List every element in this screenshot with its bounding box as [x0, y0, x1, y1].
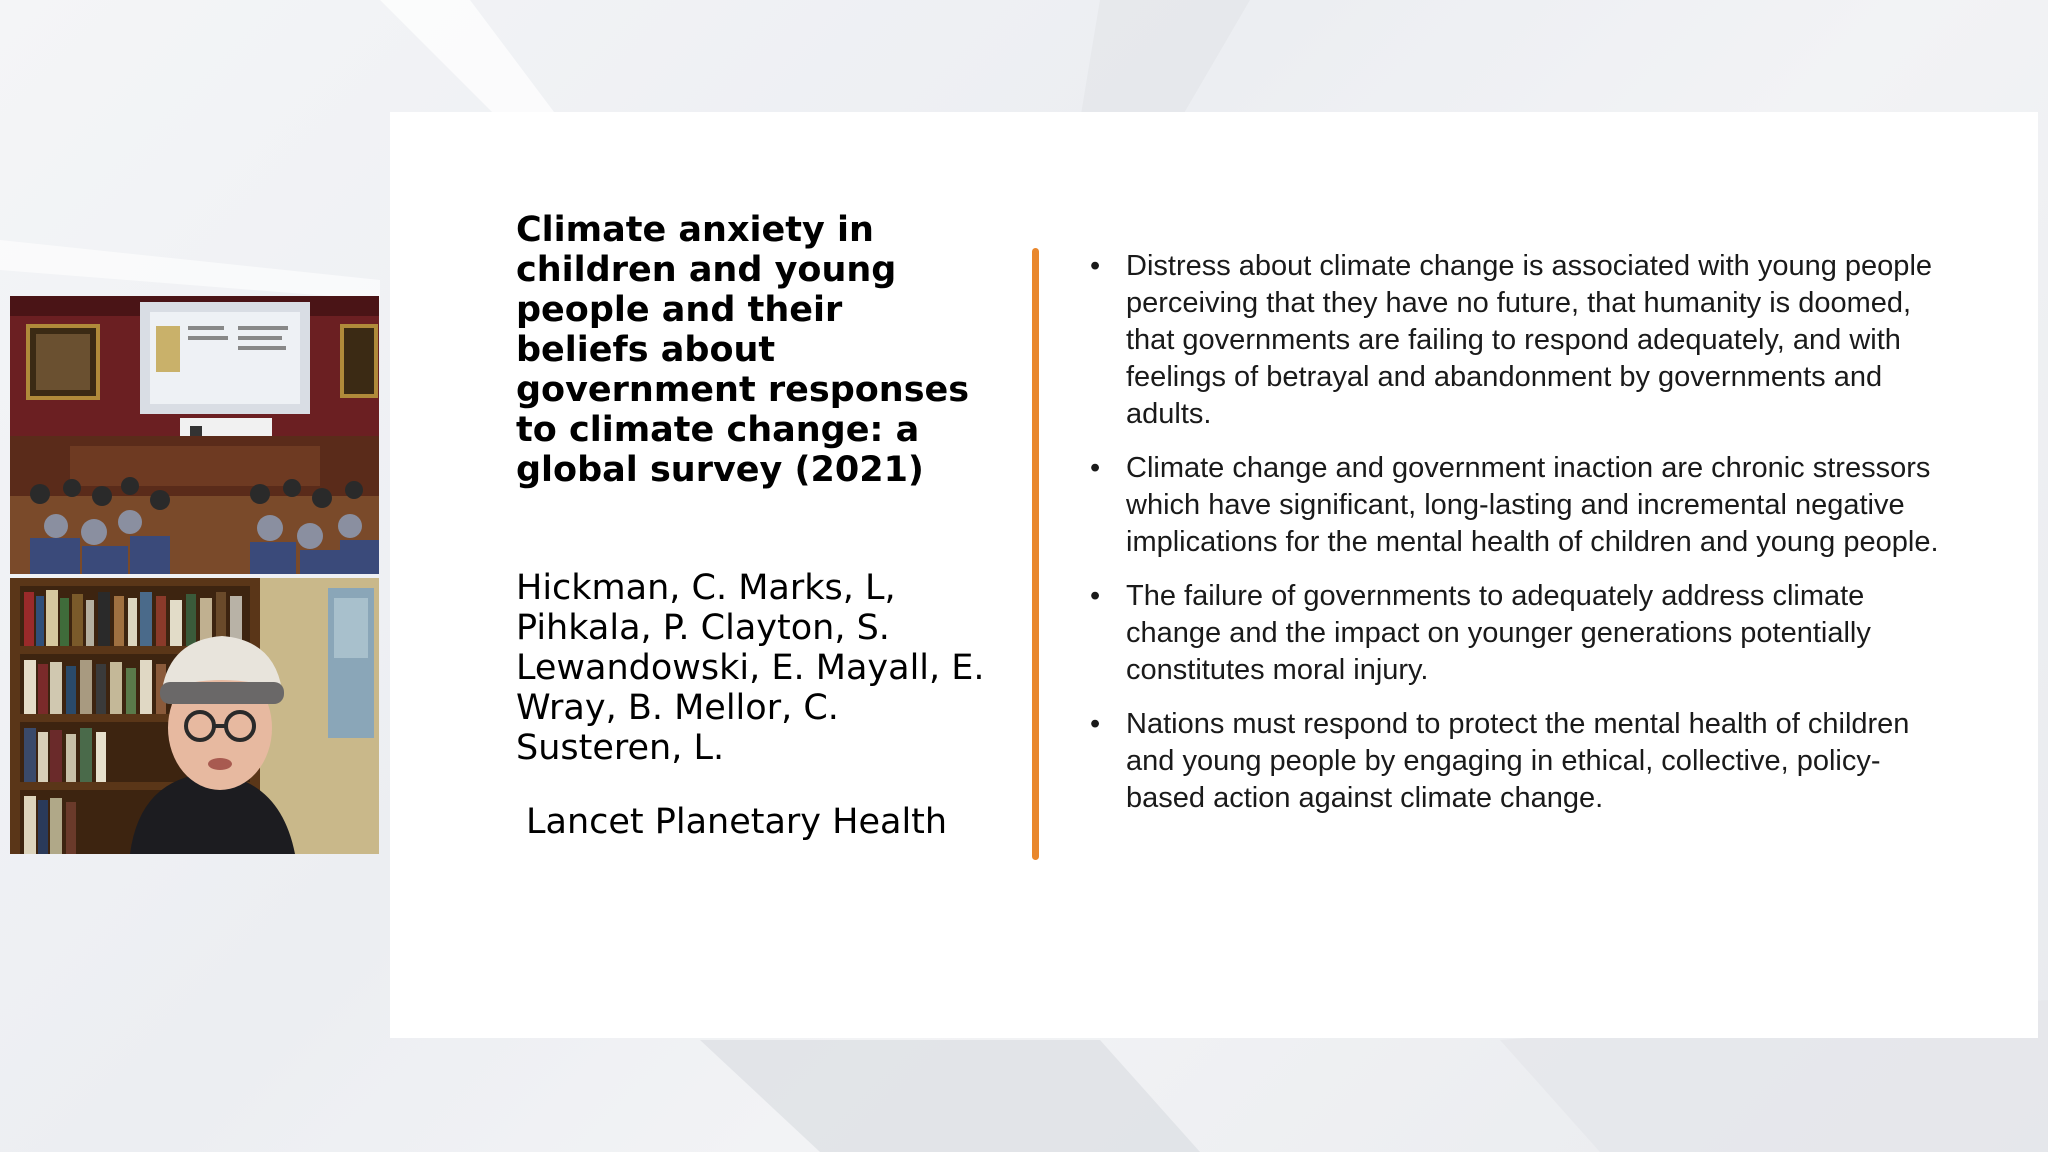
- finding-text: The failure of governments to adequately address climate change and the impact on younger generations potentially constitutes moral injury.: [1126, 580, 1871, 686]
- slide-authors: Hickman, C. Marks, L, Pihkala, P. Clayton, S. Lewandowski, E. Mayall, E. Wray, B. Mellor, C. Susteren, L.: [516, 568, 985, 768]
- vertical-divider: [1032, 248, 1039, 860]
- slide-title: Climate anxiety in children and young people and their beliefs about government responses to climate change: a global survey (2021): [516, 210, 970, 490]
- journal-name: Lancet Planetary Health: [526, 802, 948, 842]
- key-findings-list: [1090, 248, 1950, 834]
- lecture-room-video[interactable]: [10, 296, 379, 574]
- bullet-icon: •: [1090, 580, 1101, 612]
- bullet-icon: •: [1090, 250, 1101, 282]
- finding-text: Nations must respond to protect the mental health of children and young people by engaging in ethical, collective, policy-based action against climate change.: [1126, 708, 1910, 814]
- speaker-webcam-video[interactable]: [10, 578, 379, 854]
- bullet-icon: •: [1090, 708, 1101, 740]
- finding-text: Distress about climate change is associated with young people perceiving that they have no future, that humanity is doomed, that governments are failing to respond adequately, and with feelings of betrayal and abandonment by governments and adults.: [1126, 250, 1933, 430]
- finding-text: Climate change and government inaction are chronic stressors which have significant, long-lasting and incremental negative implications for the mental health of children and young people.: [1126, 452, 1939, 558]
- finding-item: [1090, 578, 1950, 689]
- speaker-webcam-image: [10, 578, 379, 854]
- finding-item: [1090, 248, 1950, 433]
- lecture-room-image: [10, 296, 379, 574]
- finding-item: [1090, 706, 1950, 817]
- presentation-slide: [390, 112, 2038, 1038]
- bullet-icon: •: [1090, 452, 1101, 484]
- finding-item: [1090, 450, 1950, 561]
